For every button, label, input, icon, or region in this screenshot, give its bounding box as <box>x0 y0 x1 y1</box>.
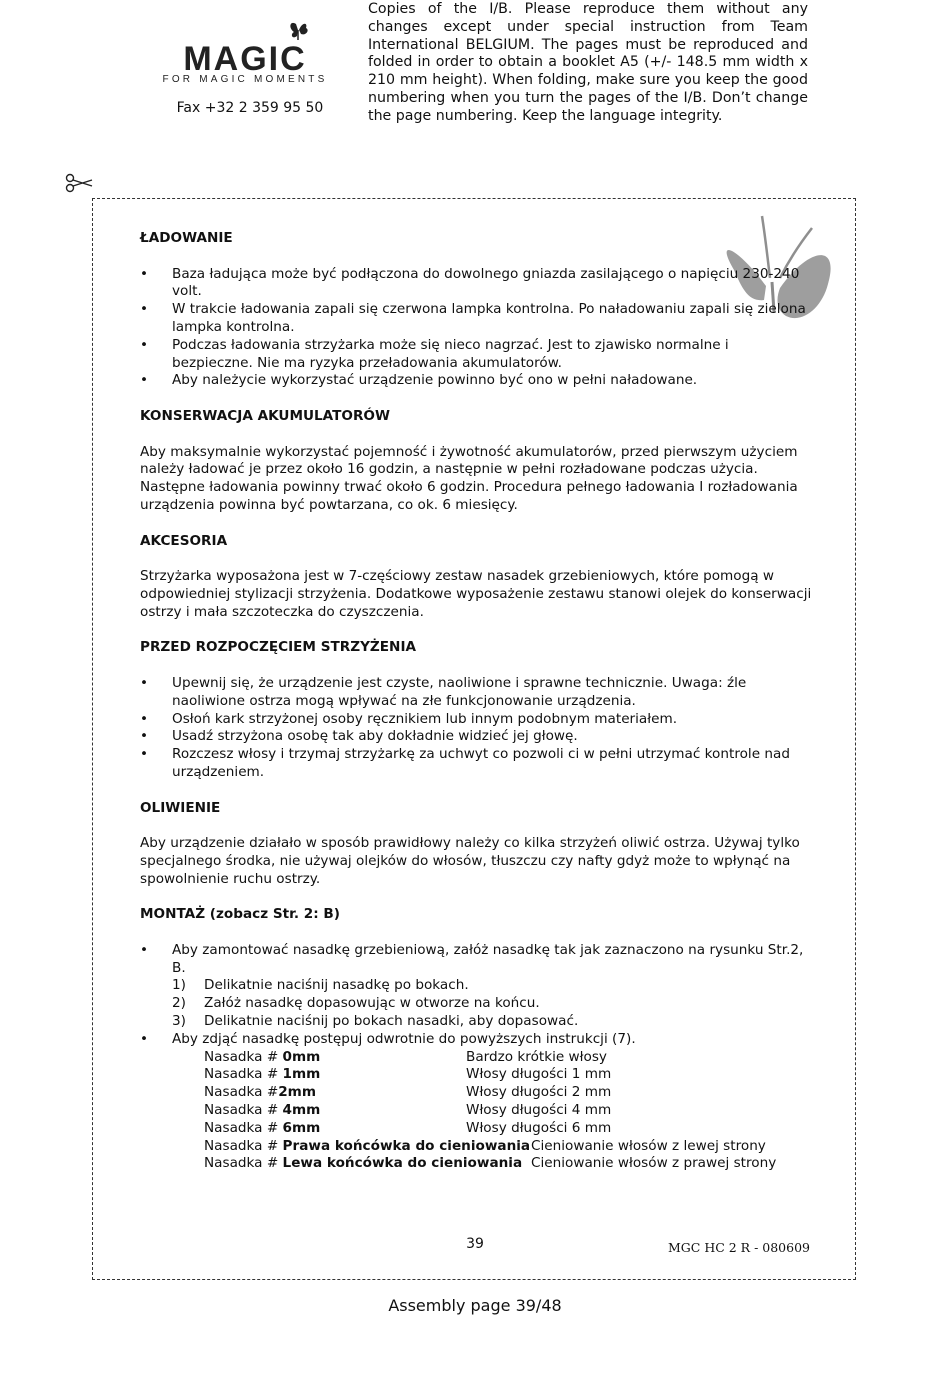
reproduction-note: Copies of the I/B. Please reproduce them without any changes except under special instruction from Team International BELGIUM. The pages must be reproduced and folded in order to obtain a booklet A5 (+/- 148.5 mm width x 210 mm height). When folding, make sure you keep the good numbering when you turn the pages of the I/B. Don’t change the page numbering. Keep the language integrity. <box>368 1 808 124</box>
section-title-battery: KONSERWACJA AKUMULATORÓW <box>140 407 390 424</box>
attachment-size: Prawa końcówka do cieniowania <box>282 1137 531 1154</box>
list-item: • Baza ładująca może być podłączona do dowolnego gniazda zasilającego o napięciu 230-240 volt. <box>140 266 812 302</box>
section-title-oiling: OLIWIENIE <box>140 799 221 816</box>
fax-number: Fax +32 2 359 95 50 <box>176 100 324 116</box>
magic-logo <box>140 20 350 90</box>
attachment-row <box>172 1138 812 1156</box>
battery-paragraph: Aby maksymalnie wykorzystać pojemność i żywotność akumulatorów, przed pierwszym użyciem należy ładować je przez około 16 godzin, a następnie w pełni rozładowane podczas użycia. Następne ładowania powinny trwać około 6 godzin. Procedura pełnego ładowania I rozładowania urządzenia powinna być powtarzana, co ok. 6 miesięcy. <box>140 443 798 513</box>
attachment-prefix: Nasadka # <box>204 1119 283 1136</box>
logo-tagline: FOR MAGIC MOMENTS <box>162 74 328 85</box>
section-title-accessories: AKCESORIA <box>140 532 228 549</box>
attachment-desc: Włosy długości 1 mm <box>466 1066 612 1083</box>
list-item: • Upewnij się, że urządzenie jest czyste, naoliwione i sprawne technicznie. Uwaga: źle naoliwione ostrza mogą wpływać na złe funkcjonowanie urządzenia. <box>140 675 812 711</box>
section-title-assembly: MONTAŻ (zobacz Str. 2: B) <box>140 906 341 923</box>
list-item: • Usadź strzyżona osobę tak aby dokładnie widzieć jej głowę. <box>140 728 812 746</box>
step-number: 1) <box>172 977 186 994</box>
attachment-desc: Cieniowanie włosów z prawej strony <box>531 1155 777 1172</box>
section-title-before: PRZED ROZPOCZĘCIEM STRZYŻENIA <box>140 639 417 656</box>
document-code: MGC HC 2 R - 080609 <box>668 1240 810 1255</box>
list-item: • Podczas ładowania strzyżarka może się nieco nagrzać. Jest to zjawisko normalne i bezpieczne. Nie ma ryzyka przeładowania akumulatorów. <box>140 337 812 373</box>
attachment-prefix: Nasadka # <box>204 1102 283 1119</box>
attachment-prefix: Nasadka # <box>204 1137 283 1154</box>
instructions-content <box>140 230 812 1191</box>
list-item: • W trakcie ładowania zapali się czerwona lampka kontrolna. Po naładowaniu zapali się zielona lampka kontrolna. <box>140 301 812 337</box>
attachment-desc: Włosy długości 2 mm <box>466 1084 612 1101</box>
list-item: • Osłoń kark strzyżonej osoby ręcznikiem lub innym podobnym materiałem. <box>140 711 812 729</box>
attachment-row <box>172 1120 812 1138</box>
assembly-steps <box>172 977 812 1030</box>
attachment-row <box>172 1102 812 1120</box>
step-number: 2) <box>172 995 186 1012</box>
attachment-prefix: Nasadka # <box>204 1155 283 1172</box>
attachment-desc: Bardzo krótkie włosy <box>466 1048 607 1065</box>
attachment-size: 4mm <box>282 1102 321 1119</box>
attachment-size: 2mm <box>278 1084 317 1101</box>
attachment-size: Lewa końcówka do cieniowania <box>282 1155 523 1172</box>
attachment-prefix: Nasadka # <box>204 1048 283 1065</box>
step-item <box>172 1013 812 1031</box>
attachment-row <box>172 1084 812 1102</box>
accessories-paragraph: Strzyżarka wyposażona jest w 7-częściowy zestaw nasadek grzebieniowych, które pomogą w odpowiedniej stylizacji strzyżenia. Dodatkowe wyposażenie zestawu stanowi olejek do konserwacji ostrzy i mała szczoteczka do czyszczenia. <box>140 568 812 620</box>
attachment-desc: Włosy długości 6 mm <box>466 1119 612 1136</box>
removal-instruction: Aby zdjąć nasadkę postępuj odwrotnie do powyższych instrukcji (7). <box>172 1030 636 1047</box>
list-item <box>140 942 812 1031</box>
step-text: Delikatnie naciśnij po bokach nasadki, aby dopasować. <box>204 1013 579 1030</box>
oiling-paragraph: Aby urządzenie działało w sposób prawidłowy należy co kilka strzyżeń oliwić ostrza. Używaj tylko specjalnego środka, nie używaj olejków do włosów, tłuszczu czy nafty gdyż może to wpłynąć na spowolnienie ruchu ostrzy. <box>140 835 800 887</box>
page-number: 39 <box>466 1236 484 1252</box>
list-item: • Rozczesz włosy i trzymaj strzyżarkę za uchwyt co pozwoli ci w pełni utrzymać kontrole nad urządzeniem. <box>140 746 812 782</box>
attachment-row <box>172 1049 812 1067</box>
step-item <box>172 995 812 1013</box>
attachment-row <box>172 1066 812 1084</box>
attachment-desc: Cieniowanie włosów z lewej strony <box>531 1137 766 1154</box>
attachment-table <box>172 1049 812 1174</box>
attachment-desc: Włosy długości 4 mm <box>466 1102 612 1119</box>
step-item <box>172 977 812 995</box>
attachment-prefix: Nasadka # <box>204 1066 283 1083</box>
scissors-icon <box>64 173 94 193</box>
list-item <box>140 1031 812 1173</box>
attachment-size: 6mm <box>282 1119 321 1136</box>
attachment-prefix: Nasadka # <box>204 1084 279 1101</box>
butterfly-icon <box>290 23 307 40</box>
step-text: Delikatnie naciśnij nasadkę po bokach. <box>204 977 469 994</box>
assembly-intro: Aby zamontować nasadkę grzebieniową, załóż nasadkę tak jak zaznaczono na rysunku Str.2, B. <box>172 941 804 976</box>
step-text: Załóż nasadkę dopasowując w otworze na końcu. <box>204 995 540 1012</box>
attachment-size: 0mm <box>282 1048 321 1065</box>
attachment-row <box>172 1155 812 1173</box>
attachment-size: 1mm <box>282 1066 321 1083</box>
before-list <box>140 675 812 782</box>
assembly-list <box>140 942 812 1173</box>
list-item: • Aby należycie wykorzystać urządzenie powinno być ono w pełni naładowane. <box>140 372 812 390</box>
section-title-charging: ŁADOWANIE <box>140 230 233 246</box>
step-number: 3) <box>172 1013 186 1030</box>
logo-brand: MAGIC <box>183 40 307 78</box>
charging-list <box>140 266 812 391</box>
assembly-page-label: Assembly page 39/48 <box>388 1296 562 1315</box>
